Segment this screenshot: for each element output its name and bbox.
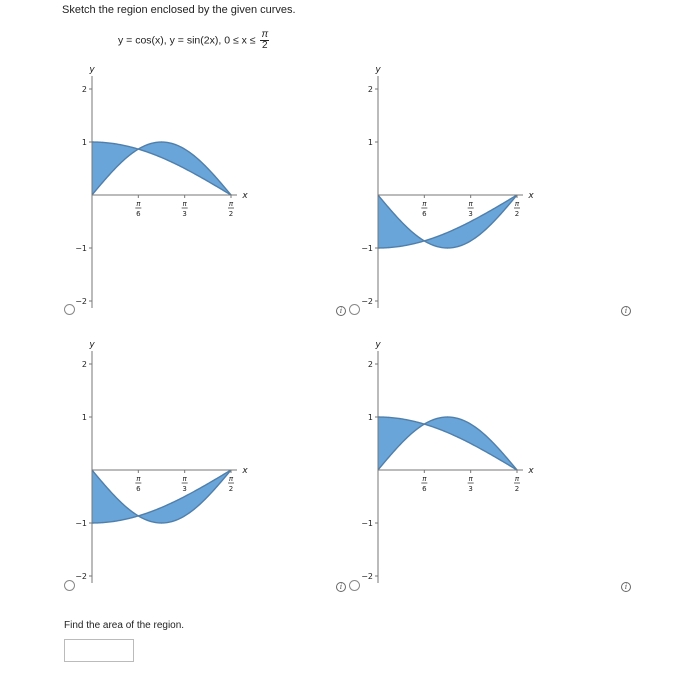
- x-tick-label-den: 3: [182, 210, 187, 218]
- graph-d-fill: [378, 417, 517, 470]
- x-tick-label-den: 3: [182, 485, 187, 493]
- x-tick-label-num: π: [136, 200, 141, 208]
- x-axis-label: x: [528, 466, 534, 476]
- x-tick-label-den: 6: [136, 210, 141, 218]
- radio-option-c[interactable]: [64, 580, 75, 591]
- x-axis-label: x: [242, 466, 248, 476]
- area-answer-input[interactable]: [64, 639, 134, 662]
- x-tick-label-num: π: [182, 200, 187, 208]
- graph-b-fill: [378, 195, 520, 248]
- graph-option-d: [348, 333, 628, 593]
- y-tick-label: 2: [367, 85, 373, 94]
- question-prompt: Sketch the region enclosed by the given curves.: [62, 4, 296, 16]
- y-tick-label: −1: [75, 519, 87, 528]
- x-tick-label-num: π: [514, 475, 520, 483]
- y-tick-label: −2: [75, 572, 87, 581]
- y-tick-label: 2: [81, 360, 87, 369]
- x-tick-label-den: 2: [228, 485, 234, 493]
- info-icon[interactable]: i: [336, 582, 346, 592]
- radio-option-d[interactable]: [349, 580, 360, 591]
- x-tick-label-den: 6: [422, 210, 427, 218]
- graph-c-axes: [75, 340, 248, 583]
- x-tick-label-num: π: [228, 200, 234, 208]
- x-tick-label-num: π: [228, 475, 234, 483]
- y-axis-label: y: [89, 340, 95, 350]
- x-tick-label-den: 6: [422, 485, 427, 493]
- x-tick-label-num: π: [136, 475, 141, 483]
- y-axis-label: y: [89, 65, 95, 75]
- x-tick-label-num: π: [468, 475, 473, 483]
- fraction-denominator: 2: [262, 40, 268, 51]
- y-axis-label: y: [375, 340, 381, 350]
- graph-option-c: [62, 333, 342, 593]
- equation-text: y = cos(x), y = sin(2x), 0 ≤ x ≤: [118, 34, 256, 47]
- info-icon[interactable]: i: [621, 582, 631, 592]
- graph-option-a: [62, 58, 342, 318]
- y-tick-label: −2: [361, 297, 373, 306]
- x-axis-label: x: [528, 191, 534, 201]
- enclosed-region: [92, 142, 231, 195]
- x-tick-label-den: 6: [136, 485, 141, 493]
- pi-over-two: [260, 30, 269, 51]
- x-tick-label-den: 3: [468, 485, 473, 493]
- y-tick-label: −2: [361, 572, 373, 581]
- x-tick-label-den: 3: [468, 210, 473, 218]
- find-area-label: Find the area of the region.: [64, 620, 185, 631]
- radio-option-b[interactable]: [349, 304, 360, 315]
- x-tick-label-num: π: [422, 475, 427, 483]
- y-tick-label: 1: [81, 413, 87, 422]
- y-tick-label: −1: [75, 244, 87, 253]
- graph-option-b: [348, 58, 628, 318]
- info-icon[interactable]: i: [336, 306, 346, 316]
- y-tick-label: 1: [367, 413, 373, 422]
- x-tick-label-num: π: [514, 200, 520, 208]
- graph-b-axes: [361, 65, 534, 308]
- enclosed-region: [378, 417, 517, 470]
- x-tick-label-num: π: [182, 475, 187, 483]
- fraction-numerator: π: [261, 29, 269, 40]
- graph-c-fill: [92, 470, 234, 523]
- y-tick-label: 1: [81, 138, 87, 147]
- enclosed-region: [92, 470, 234, 523]
- x-tick-label-den: 2: [514, 485, 520, 493]
- y-tick-label: −1: [361, 519, 373, 528]
- x-tick-label-num: π: [422, 200, 427, 208]
- equation: [118, 30, 269, 51]
- y-tick-label: 2: [367, 360, 373, 369]
- enclosed-region: [378, 195, 520, 248]
- info-icon[interactable]: i: [621, 306, 631, 316]
- x-tick-label-den: 2: [228, 210, 234, 218]
- graph-a-fill: [92, 142, 231, 195]
- x-tick-label-den: 2: [514, 210, 520, 218]
- y-tick-label: −1: [361, 244, 373, 253]
- x-axis-label: x: [242, 191, 248, 201]
- x-tick-label-num: π: [468, 200, 473, 208]
- y-tick-label: −2: [75, 297, 87, 306]
- y-axis-label: y: [375, 65, 381, 75]
- radio-option-a[interactable]: [64, 304, 75, 315]
- y-tick-label: 1: [367, 138, 373, 147]
- y-tick-label: 2: [81, 85, 87, 94]
